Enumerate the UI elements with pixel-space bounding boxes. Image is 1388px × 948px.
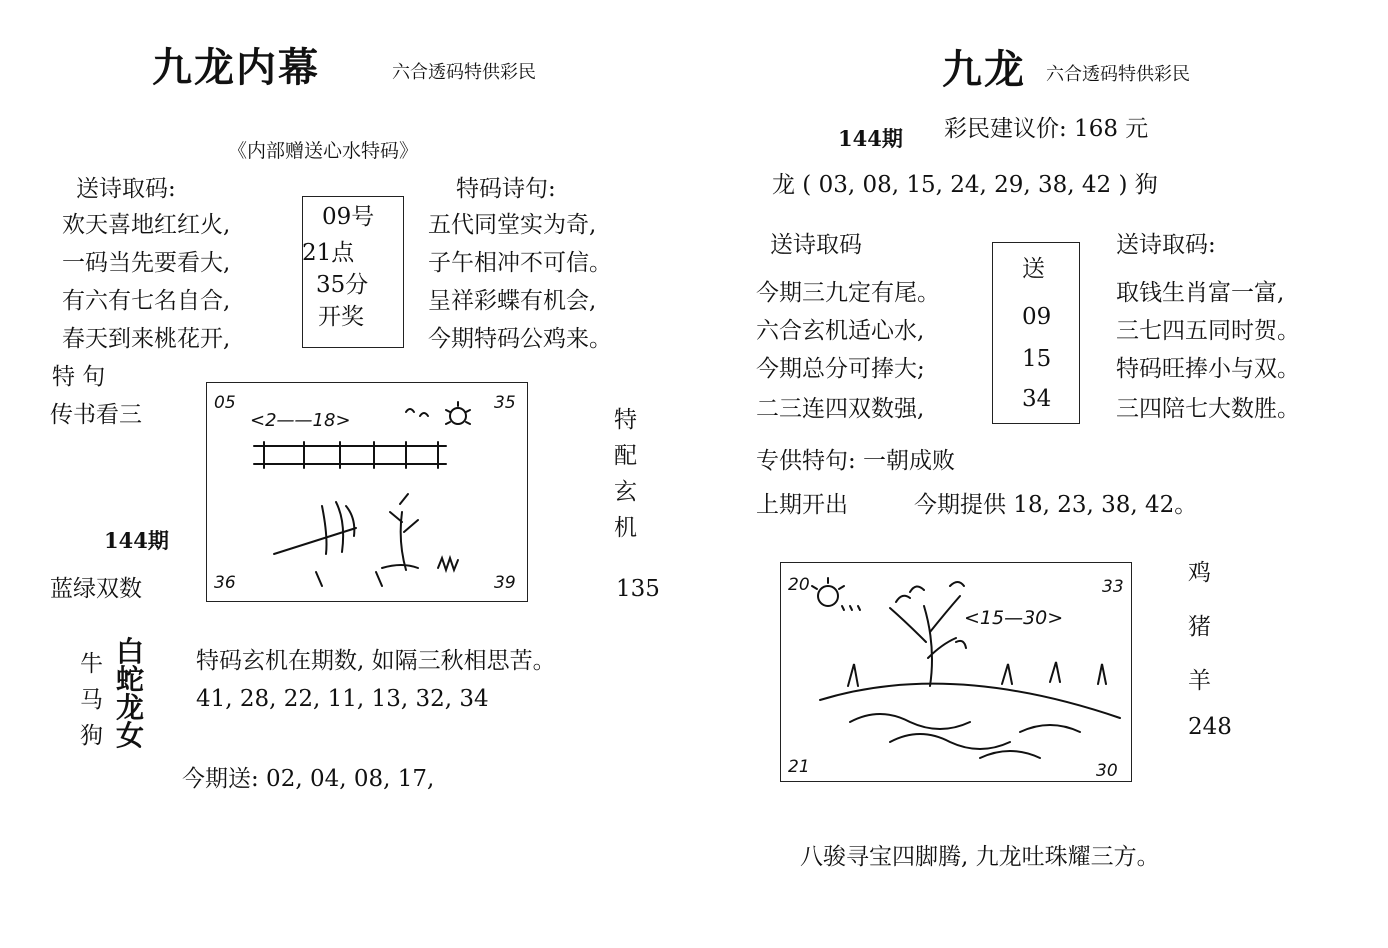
left-side-vertical bbox=[614, 402, 637, 546]
te-ju-label: 特 句 bbox=[52, 364, 106, 390]
right-side-char-3: 羊 bbox=[1188, 668, 1211, 694]
right-subtitle: 六合透码特供彩民 bbox=[1046, 64, 1190, 85]
left-side-char-3: 玄 bbox=[614, 479, 637, 505]
draw-time-day: 09号 bbox=[322, 204, 375, 230]
flower-tree-icon bbox=[890, 582, 966, 686]
right-poem-right-header: 送诗取码: bbox=[1116, 232, 1216, 258]
fence-icon bbox=[254, 442, 446, 468]
right-tema-line-4: 三四陪七大数胜。 bbox=[1116, 396, 1300, 422]
left-tema-line-4: 今期特码公鸡来。 bbox=[428, 326, 612, 352]
left-poem-line-4: 春天到来桃花开, bbox=[62, 326, 231, 352]
right-side-vertical bbox=[1188, 546, 1211, 708]
left-poem-line-1: 欢天喜地红红火, bbox=[62, 212, 231, 238]
right-box-num-2: 15 bbox=[1022, 346, 1052, 372]
right-poem-line-3: 今期总分可捧大; bbox=[756, 356, 925, 382]
left-sketch-tl: 05 bbox=[214, 393, 236, 413]
right-sketch-tl: 20 bbox=[788, 575, 810, 595]
left-today-send: 今期送: 02, 04, 08, 17, bbox=[182, 766, 435, 792]
right-price: 彩民建议价: 168 元 bbox=[944, 116, 1149, 142]
left-big-chars bbox=[116, 635, 145, 752]
right-last-period: 上期开出 bbox=[756, 492, 848, 518]
left-side-char-2: 配 bbox=[614, 443, 637, 469]
right-box-num-1: 09 bbox=[1022, 304, 1052, 330]
draw-time-open: 开奖 bbox=[318, 304, 364, 330]
big-char-4: 女 bbox=[116, 719, 145, 752]
right-tema-line-2: 三七四五同时贺。 bbox=[1116, 318, 1300, 344]
left-tema-line-2: 子午相冲不可信。 bbox=[428, 250, 612, 276]
right-sketch-range: <15—30> bbox=[964, 607, 1064, 629]
right-box-send: 送 bbox=[1022, 256, 1045, 282]
left-sketch-range: <2——18> bbox=[250, 410, 351, 431]
lan-lv-label: 蓝绿双数 bbox=[50, 576, 142, 602]
big-char-3: 龙 bbox=[116, 691, 145, 724]
left-title: 九龙内幕 bbox=[152, 44, 320, 91]
right-poem-line-1: 今期三九定有尾。 bbox=[756, 280, 940, 306]
right-footer-poem: 八骏寻宝四脚腾, 九龙吐珠耀三方。 bbox=[800, 844, 1160, 870]
right-side-number: 248 bbox=[1188, 714, 1232, 740]
right-sketch-br: 30 bbox=[1096, 761, 1118, 781]
right-sketch-drawing bbox=[780, 562, 1130, 780]
right-period: 144期 bbox=[838, 126, 903, 151]
right-poem-line-2: 六合玄机适心水, bbox=[756, 318, 925, 344]
big-char-2: 蛇 bbox=[116, 663, 145, 696]
left-tema-text: 特码玄机在期数, 如隔三秋相思苦。 bbox=[196, 648, 556, 674]
left-side-char-1: 特 bbox=[614, 407, 637, 433]
right-box-num-3: 34 bbox=[1022, 386, 1052, 412]
right-tema-line-3: 特码旺捧小与双。 bbox=[1116, 356, 1300, 382]
draw-time-minute: 35分 bbox=[316, 272, 369, 298]
right-poem-left-header: 送诗取码 bbox=[770, 232, 862, 258]
right-special: 专供特句: 一朝成败 bbox=[756, 448, 956, 474]
left-period: 144期 bbox=[104, 528, 169, 553]
right-dragon-line: 龙 ( 03, 08, 15, 24, 29, 38, 42 ) 狗 bbox=[772, 172, 1158, 198]
right-poem-line-4: 二三连四双数强, bbox=[756, 396, 925, 422]
left-poem-line-3: 有六有七名自合, bbox=[62, 288, 231, 314]
left-sketch-bl: 36 bbox=[214, 573, 236, 593]
animal-1: 牛 bbox=[80, 651, 103, 677]
big-char-1: 白 bbox=[116, 635, 145, 668]
right-sketch-tr: 33 bbox=[1102, 577, 1124, 597]
left-poem-right-header: 特码诗句: bbox=[456, 176, 556, 202]
right-title: 九龙 bbox=[942, 46, 1026, 93]
animal-3: 狗 bbox=[80, 723, 103, 749]
right-today-offer: 今期提供 18, 23, 38, 42。 bbox=[914, 492, 1198, 518]
left-sketch-drawing bbox=[206, 382, 526, 600]
butterfly-plant-icon bbox=[274, 494, 458, 586]
left-sketch-tr: 35 bbox=[494, 393, 516, 413]
left-subtitle: 六合透码特供彩民 bbox=[392, 62, 536, 83]
animal-2: 马 bbox=[80, 687, 103, 713]
chuan-shu-label: 传书看三 bbox=[50, 402, 142, 428]
left-poem-left-header: 送诗取码: bbox=[76, 176, 176, 202]
right-side-char-2: 猪 bbox=[1188, 614, 1211, 640]
sun-icon bbox=[406, 402, 470, 424]
draw-time-hour: 21点 bbox=[302, 240, 355, 266]
right-sketch-bl: 21 bbox=[788, 757, 810, 777]
left-side-number: 135 bbox=[616, 576, 660, 602]
left-poem-line-2: 一码当先要看大, bbox=[62, 250, 231, 276]
grass-icon bbox=[848, 662, 1106, 686]
left-side-char-4: 机 bbox=[614, 515, 637, 541]
right-tema-line-1: 取钱生肖富一富, bbox=[1116, 280, 1285, 306]
left-gift-title: 《内部赠送心水特码》 bbox=[228, 140, 419, 162]
hill-waves-icon bbox=[820, 684, 1120, 758]
sun-icon bbox=[812, 578, 860, 610]
left-sketch-br: 39 bbox=[494, 573, 516, 593]
left-tema-line-3: 呈祥彩蝶有机会, bbox=[428, 288, 597, 314]
left-tema-line-1: 五代同堂实为奇, bbox=[428, 212, 597, 238]
right-side-char-1: 鸡 bbox=[1188, 560, 1211, 586]
left-tema-numbers: 41, 28, 22, 11, 13, 32, 34 bbox=[196, 686, 489, 712]
left-animals bbox=[80, 646, 103, 754]
